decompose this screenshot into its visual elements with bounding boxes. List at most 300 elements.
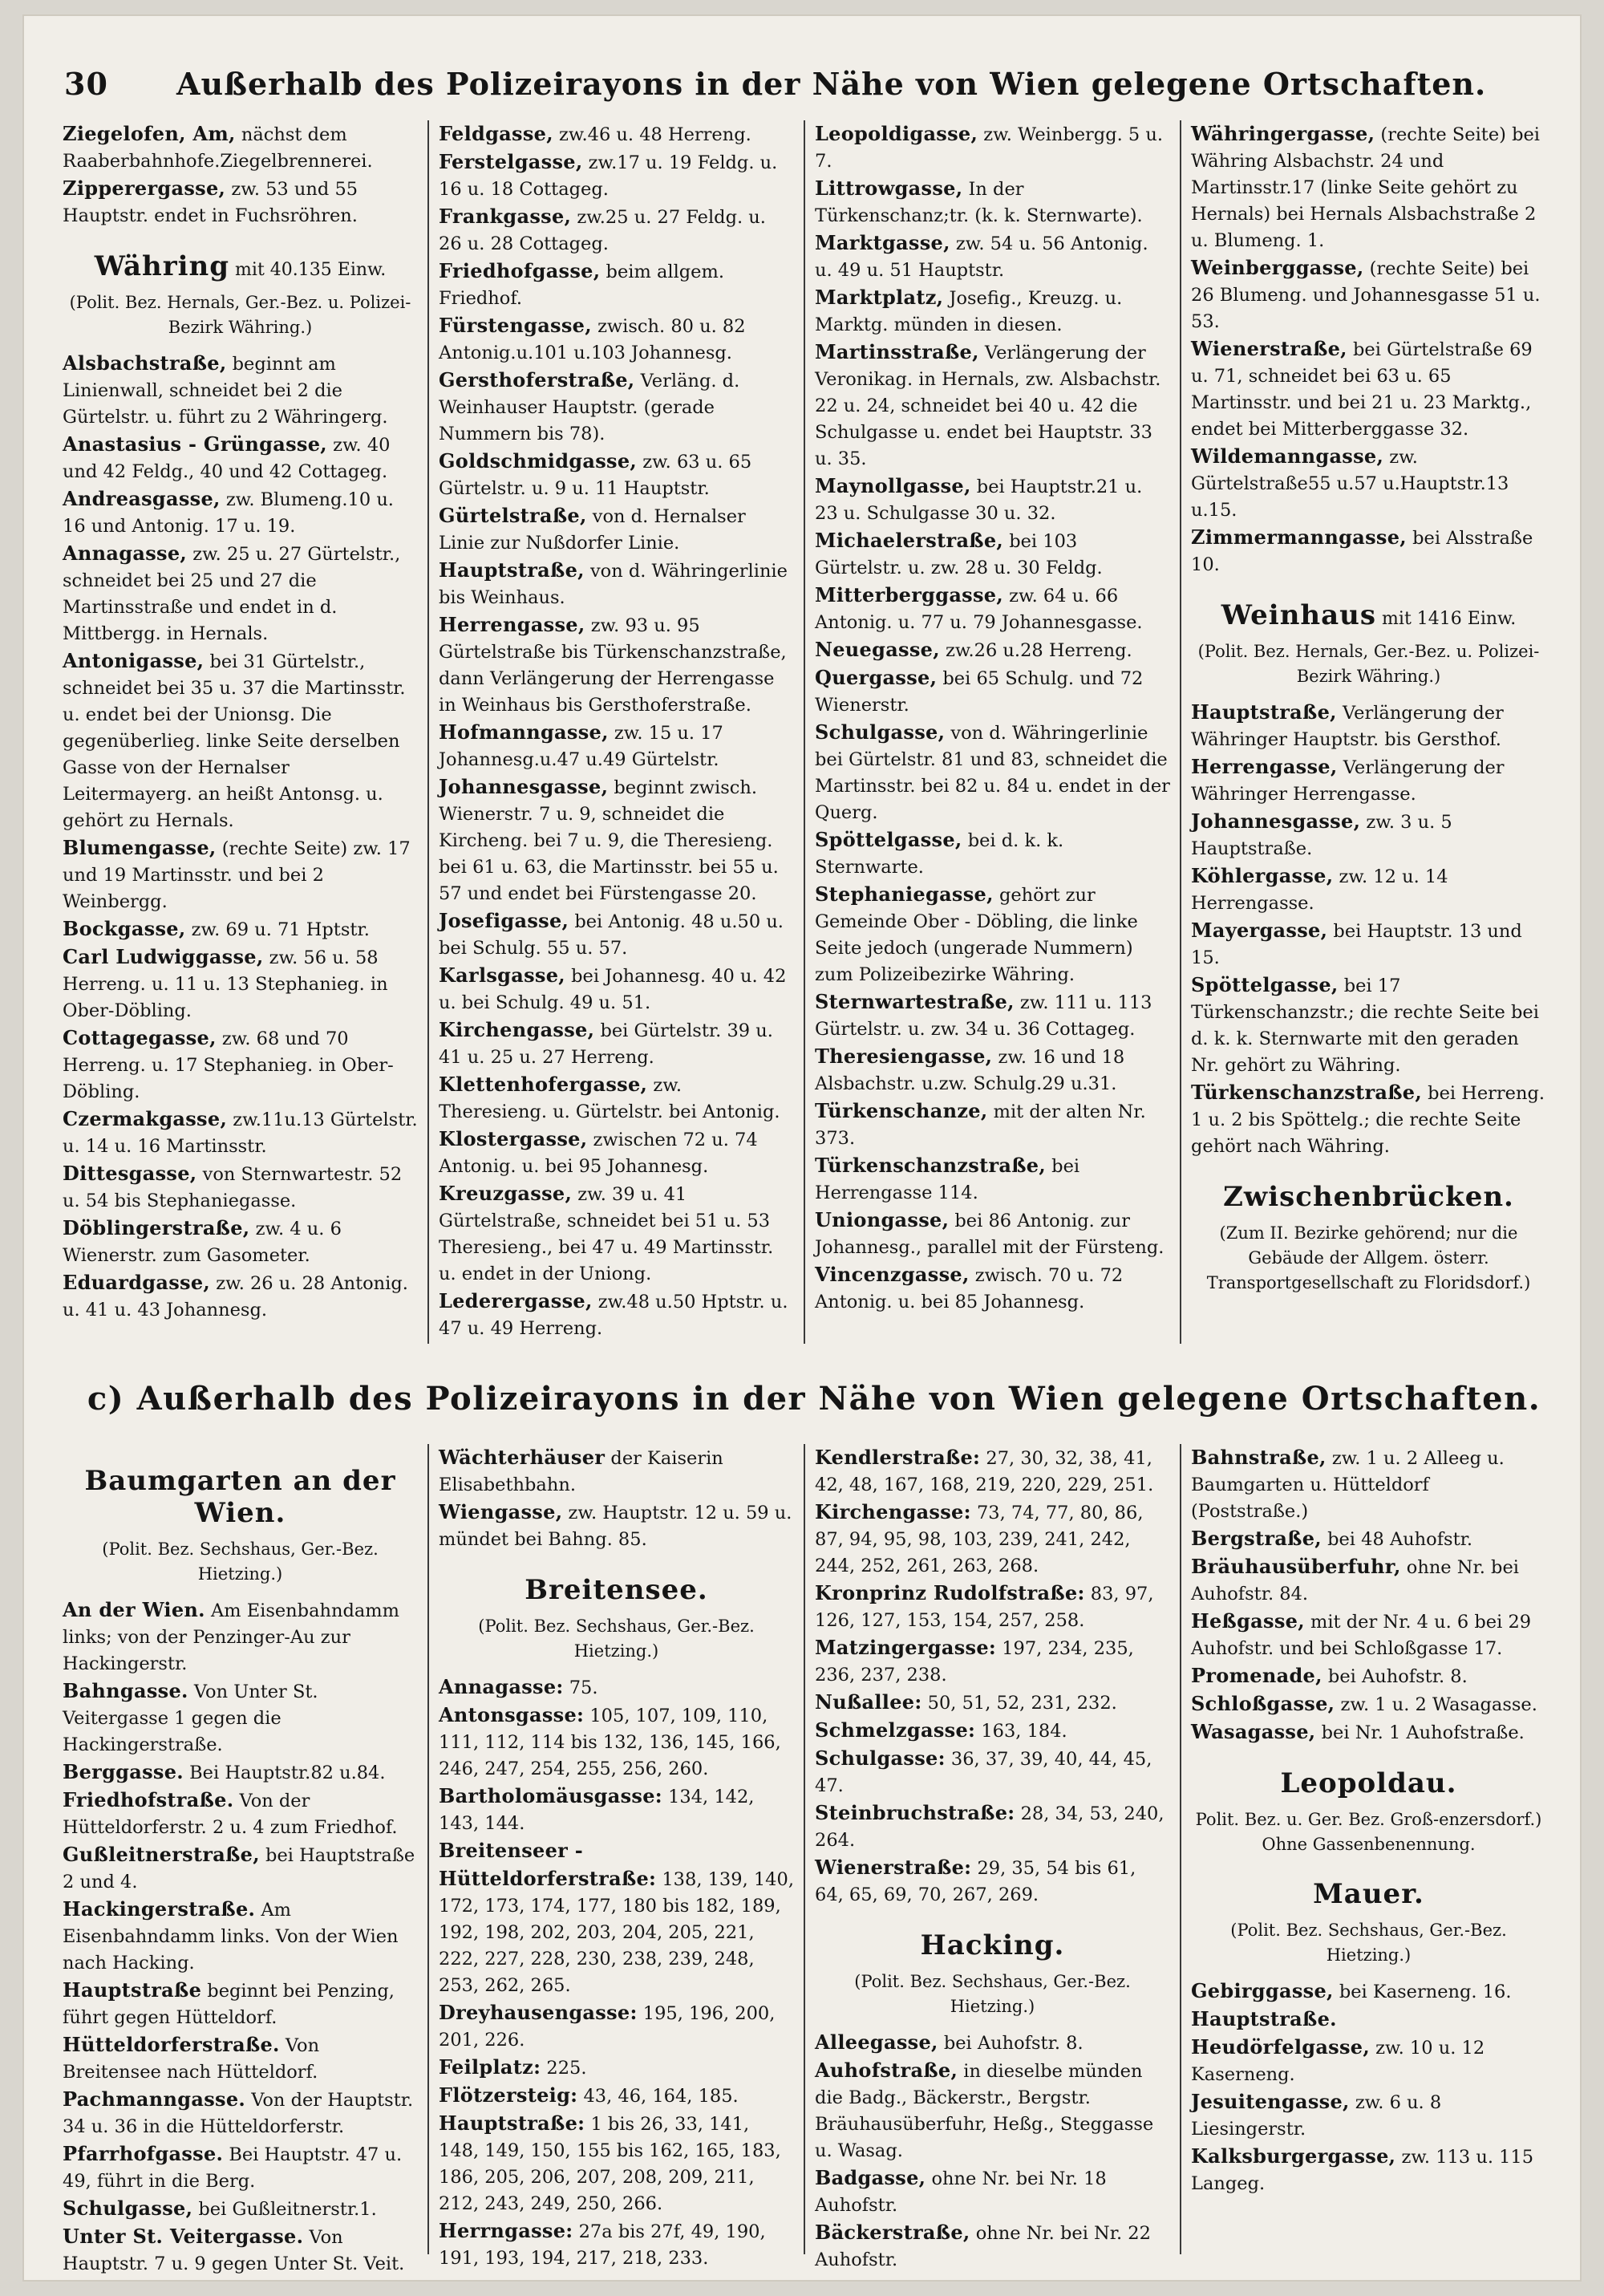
street-location: Von Breitensee nach Hütteldorf. bbox=[63, 2035, 320, 2083]
street-name: Ziegelofen, Am, bbox=[63, 122, 236, 145]
street-entry bbox=[439, 1288, 794, 1342]
street-name: Hauptstraße, bbox=[1191, 700, 1337, 724]
street-name: Johannesgasse, bbox=[1191, 809, 1361, 833]
street-entry bbox=[63, 485, 418, 540]
street-location: von Sternwartestr. 52 u. 54 bis Stephaniegasse. bbox=[63, 1164, 403, 1211]
street-name: Hütteldorferstraße. bbox=[63, 2033, 280, 2056]
street-location: In der Türkenschanz;tr. (k. k. Sternwarte). bbox=[815, 179, 1143, 226]
street-entry bbox=[1191, 1525, 1546, 1553]
street-entry bbox=[1191, 1718, 1546, 1746]
street-entry bbox=[439, 258, 794, 312]
street-entry bbox=[63, 647, 418, 834]
street-name: Türkenschanzstraße, bbox=[815, 1154, 1047, 1177]
street-entry bbox=[439, 1180, 794, 1288]
street-location: beim allgem. Friedhof. bbox=[439, 262, 724, 309]
street-location: bei Herrengasse 114. bbox=[815, 1156, 1080, 1203]
street-location: in dieselbe münden die Badg., Bäckerstr., Bergstr. Bräuhausüberfuhr, Heßg., Steggasse u. Wasag. bbox=[815, 2061, 1154, 2161]
street-location: 50, 51, 52, 231, 232. bbox=[921, 1693, 1117, 1714]
street-name: Kalksburgergasse, bbox=[1191, 2144, 1396, 2168]
street-entry bbox=[439, 1673, 794, 1702]
street-entry bbox=[439, 203, 794, 258]
street-location: bei Hauptstr.21 u. 23 u. Schulgasse 30 u. 32. bbox=[815, 477, 1143, 524]
street-location: zw.11u.13 Gürtelstr. u. 14 u. 16 Martinsstr. bbox=[63, 1109, 418, 1157]
street-name: Gußleitnerstraße, bbox=[63, 1843, 260, 1866]
street-entry bbox=[1191, 1553, 1546, 1608]
street-location: 1 bis 26, 33, 141, 148, 149, 150, 155 bis 162, 165, 183, 186, 205, 206, 207, 208, 209, 211, 212, 243, 249, 250, 266. bbox=[439, 2114, 781, 2214]
street-location: zw. 113 u. 115 Langeg. bbox=[1191, 2147, 1534, 2194]
street-entry bbox=[1191, 1690, 1546, 1718]
street-location: zw. 63 u. 65 Gürtelstr. u. 9 u. 11 Hauptstr. bbox=[439, 452, 752, 499]
street-location: Verlängerung der Veronikag. in Hernals, zw. Alsbachstr. 22 u. 24, schneidet bei 40 u. 42 die Schulgasse u. endet bei Hauptstr. 33 u. 35. bbox=[815, 343, 1161, 469]
street-location: zw. 111 u. 113 Gürtelstr. u. zw. 34 u. 36 Cottageg. bbox=[815, 992, 1152, 1040]
street-name: Pfarrhofgasse. bbox=[63, 2142, 224, 2165]
street-location: bei 65 Schulg. und 72 Wienerstr. bbox=[815, 668, 1144, 716]
street-entry bbox=[815, 1207, 1170, 1261]
street-entry bbox=[63, 350, 418, 431]
street-location: bei 103 Gürtelstr. u. zw. 28 u. 30 Feldg. bbox=[815, 531, 1103, 578]
street-entry bbox=[63, 1787, 418, 1841]
street-name: Promenade, bbox=[1191, 1664, 1322, 1687]
street-entry bbox=[439, 1499, 794, 1553]
street-name: Heudörfelgasse, bbox=[1191, 2035, 1371, 2059]
street-name: Alsbachstraße, bbox=[63, 351, 227, 375]
street-name: Sternwartestraße, bbox=[815, 990, 1015, 1013]
street-entry bbox=[815, 1799, 1170, 1854]
street-name: Herrengasse, bbox=[439, 613, 585, 636]
street-name: Wienerstraße: bbox=[815, 1856, 972, 1879]
street-name: Matzingergasse: bbox=[815, 1636, 997, 1659]
street-entry bbox=[1191, 699, 1546, 753]
street-location: zw.46 u. 48 Herreng. bbox=[553, 124, 751, 145]
street-name: Wiengasse, bbox=[439, 1500, 563, 1523]
street-entry bbox=[815, 1745, 1170, 1799]
street-location: Verläng. d. Weinhauser Hauptstr. (gerade Nummern bis 78). bbox=[439, 371, 740, 444]
street-entry bbox=[63, 175, 418, 229]
street-entry bbox=[439, 611, 794, 719]
street-name: Mitterberggasse, bbox=[815, 583, 1004, 606]
street-location: zwisch. 80 u. 82 Antonig.u.101 u.103 Johannesg. bbox=[439, 316, 746, 363]
street-entry bbox=[815, 1854, 1170, 1909]
street-location: 134, 142, 143, 144. bbox=[439, 1787, 755, 1834]
street-name: Antonsgasse: bbox=[439, 1703, 585, 1726]
street-name: Anastasius - Grüngasse, bbox=[63, 432, 327, 456]
page-number: 30 bbox=[64, 66, 108, 102]
street-name: Weinberggasse, bbox=[1191, 256, 1364, 279]
bottom-column-2 bbox=[427, 1444, 804, 2269]
street-entry bbox=[439, 1126, 794, 1180]
street-name: Czermakgasse, bbox=[63, 1107, 228, 1130]
street-location: 29, 35, 54 bis 61, 64, 65, 69, 70, 267, 269. bbox=[815, 1858, 1136, 1905]
street-location: 105, 107, 109, 110, 111, 112, 114 bis 132, 136, 145, 166, 246, 247, 254, 255, 256, 260. bbox=[439, 1706, 781, 1779]
street-entry bbox=[815, 719, 1170, 826]
street-entry bbox=[815, 1152, 1170, 1207]
street-location: zw. Theresieng. u. Gürtelstr. bei Antonig. bbox=[439, 1075, 780, 1122]
street-location: 83, 97, 126, 127, 153, 154, 257, 258. bbox=[815, 1584, 1154, 1631]
street-name: Köhlergasse, bbox=[1191, 864, 1334, 887]
street-name: Bergstraße, bbox=[1191, 1527, 1322, 1550]
street-entry bbox=[439, 962, 794, 1016]
street-location: zw. 39 u. 41 Gürtelstraße, schneidet bei 51 u. 53 Theresieng., bei 47 u. 49 Martinsstr. u. endet in der Uniong. bbox=[439, 1184, 774, 1284]
street-entry bbox=[439, 1837, 794, 1999]
street-name: Kirchengasse: bbox=[815, 1500, 971, 1523]
street-name: Bockgasse, bbox=[63, 917, 186, 940]
street-location: zw.26 u.28 Herreng. bbox=[939, 640, 1132, 661]
street-location: beginnt bei Penzing, führt gegen Hütteldorf. bbox=[63, 1981, 395, 2028]
street-location: nächst dem Raaberbahnhofe.Ziegelbrennerei. bbox=[63, 124, 373, 172]
street-name: Gersthoferstraße, bbox=[439, 368, 635, 391]
street-location: zw. 54 u. 56 Antonig. u. 49 u. 51 Hauptstr. bbox=[815, 233, 1148, 281]
street-name: Johannesgasse, bbox=[439, 775, 609, 798]
street-location: zwischen 72 u. 74 Antonig. u. bei 95 Johannesg. bbox=[439, 1130, 758, 1177]
street-location: bei Auhofstr. 8. bbox=[938, 2033, 1084, 2054]
street-name: Bartholomäusgasse: bbox=[439, 1784, 662, 1807]
street-name: Theresiengasse, bbox=[815, 1045, 993, 1068]
street-name: Klettenhofergasse, bbox=[439, 1073, 648, 1096]
street-name: Flötzersteig: bbox=[439, 2083, 578, 2107]
section-subheading: c) Außerhalb des Polizeirayons in der Nähe von Wien gelegene Ortschaften. bbox=[87, 1380, 1541, 1418]
street-name: Feilplatz: bbox=[439, 2055, 541, 2079]
street-entry bbox=[1191, 753, 1546, 808]
place-section bbox=[1191, 599, 1546, 631]
street-location: Von der Hauptstr. 34 u. 36 in die Hütteldorferstr. bbox=[63, 2090, 414, 2137]
street-entry bbox=[439, 2110, 794, 2217]
street-location: Am Eisenbahndamm links. Von der Wien nach Hacking. bbox=[63, 1900, 399, 1974]
street-entry bbox=[815, 2029, 1170, 2057]
place-name: Währing bbox=[94, 250, 230, 282]
street-entry bbox=[63, 1759, 418, 1787]
street-name: Schulgasse: bbox=[815, 1746, 946, 1770]
place-section bbox=[1191, 1878, 1546, 1910]
running-header bbox=[64, 66, 1548, 106]
street-name: Friedhofgasse, bbox=[439, 259, 601, 282]
street-location: 36, 37, 39, 40, 44, 45, 47. bbox=[815, 1749, 1152, 1796]
street-entry bbox=[439, 2054, 794, 2082]
street-name: Uniongasse, bbox=[815, 1208, 950, 1231]
street-entry bbox=[63, 2195, 418, 2223]
street-entry bbox=[63, 943, 418, 1024]
street-location: 195, 196, 200, 201, 226. bbox=[439, 2003, 776, 2051]
street-name: Wienerstraße, bbox=[1191, 337, 1347, 360]
street-location: zw. 1 u. 2 Alleeg u. Baumgarten u. Hütteldorf (Poststraße.) bbox=[1191, 1448, 1505, 1522]
street-entry bbox=[1191, 2006, 1546, 2034]
street-name: Karlsgasse, bbox=[439, 963, 565, 987]
street-name: Josefigasse, bbox=[439, 909, 569, 932]
place-section bbox=[63, 1465, 418, 1529]
street-location: zw. Blumeng.10 u. 16 und Antonig. 17 u. 19. bbox=[63, 489, 394, 537]
street-name: Kreuzgasse, bbox=[439, 1182, 573, 1205]
street-entry bbox=[815, 1499, 1170, 1580]
street-name: Berggasse. bbox=[63, 1760, 184, 1783]
street-entry bbox=[63, 2086, 418, 2140]
street-location: bei 31 Gürtelstr., schneidet bei 35 u. 37 die Martinsstr. u. endet bei der Unionsg. Die gegenüberlieg. linke Seite derselben Gasse von der Hernalser Leitermayerg. an heißt Antonsg. u. gehört zu Hernals. bbox=[63, 651, 406, 831]
street-name: Quergasse, bbox=[815, 666, 938, 689]
bottom-column-3 bbox=[804, 1444, 1180, 2270]
street-entry bbox=[815, 582, 1170, 636]
street-location: 43, 46, 164, 185. bbox=[577, 2086, 739, 2107]
street-location: zw. 25 u. 27 Gürtelstr., schneidet bei 25 und 27 die Martinsstraße und endet in d. Mittbergg. in Hernals. bbox=[63, 544, 401, 644]
street-location: bei Antonig. 48 u.50 u. bei Schulg. 55 u. 57. bbox=[439, 911, 784, 959]
street-location: zw. 56 u. 58 Herreng. u. 11 u. 13 Stephanieg. in Ober-Döbling. bbox=[63, 947, 388, 1021]
street-name: Kirchengasse, bbox=[439, 1018, 595, 1041]
street-entry bbox=[1191, 1444, 1546, 1525]
street-name: Gebirggasse, bbox=[1191, 1979, 1334, 2002]
street-entry bbox=[63, 1841, 418, 1896]
street-name: Hauptstraße bbox=[63, 1978, 202, 2002]
street-name: Vincenzgasse, bbox=[815, 1263, 970, 1286]
street-name: Feldgasse, bbox=[439, 122, 553, 145]
street-location: (rechte Seite) bei Währing Alsbachstr. 24 und Martinsstr.17 (linke Seite gehört zu Hernals) bei Hernals Alsbachstraße 2 u. Blumeng. 1. bbox=[1191, 124, 1540, 251]
street-entry bbox=[439, 907, 794, 962]
street-name: Unter St. Veitergasse. bbox=[63, 2225, 304, 2248]
street-name: Wächterhäuser bbox=[439, 1446, 606, 1469]
street-name: Bräuhausüberfuhr, bbox=[1191, 1555, 1401, 1578]
street-location: zw. 10 u. 12 Kaserneng. bbox=[1191, 2038, 1485, 2085]
street-location: beginnt am Linienwall, schneidet bei 2 die Gürtelstr. u. führt zu 2 Währingerg. bbox=[63, 354, 388, 428]
place-section bbox=[1191, 1181, 1546, 1213]
street-entry bbox=[63, 2140, 418, 2195]
street-name: Kendlerstraße: bbox=[815, 1446, 981, 1469]
street-location: ohne Nr. bei Nr. 22 Auhofstr. bbox=[815, 2223, 1151, 2270]
street-name: Marktgasse, bbox=[815, 231, 950, 254]
street-location: zw. 53 und 55 Hauptstr. endet in Fuchsröhren. bbox=[63, 179, 358, 226]
street-name: Schulgasse, bbox=[815, 720, 946, 744]
street-entry bbox=[63, 1269, 418, 1324]
street-entry bbox=[815, 1097, 1170, 1152]
column-1 bbox=[63, 120, 427, 1344]
street-entry bbox=[1191, 120, 1546, 254]
street-name: Dittesgasse, bbox=[63, 1162, 197, 1185]
street-location: zw. Hauptstr. 12 u. 59 u. mündet bei Bahng. 85. bbox=[439, 1503, 792, 1550]
street-name: Döblingerstraße, bbox=[63, 1216, 250, 1239]
street-name: Antonigasse, bbox=[63, 649, 205, 672]
street-location: bei Gußleitnerstr.1. bbox=[192, 2199, 377, 2220]
street-entry bbox=[439, 120, 794, 148]
street-entry bbox=[63, 2031, 418, 2086]
street-name: Breitenseer - Hütteldorferstraße: bbox=[439, 1839, 657, 1890]
street-location: bei Kaserneng. 16. bbox=[1333, 1982, 1512, 2002]
street-location: bei Herreng. 1 u. 2 bis Spöttelg.; die rechte Seite gehört nach Währing. bbox=[1191, 1083, 1545, 1157]
street-location: bei Auhofstr. 8. bbox=[1322, 1666, 1468, 1687]
street-name: Schulgasse, bbox=[63, 2197, 193, 2220]
street-location: mit der alten Nr. 373. bbox=[815, 1101, 1146, 1149]
bottom-column-1 bbox=[63, 1444, 427, 2274]
place-name: Hacking. bbox=[920, 1929, 1065, 1961]
street-entry bbox=[1191, 1079, 1546, 1160]
street-entry bbox=[63, 1596, 418, 1677]
district-note: (Polit. Bez. Sechshaus, Ger.-Bez. Hietzing.) bbox=[478, 1617, 755, 1661]
street-location: zw. 64 u. 66 Antonig. u. 77 u. 79 Johannesgasse. bbox=[815, 586, 1143, 633]
street-name: Steinbruchstraße: bbox=[815, 1801, 1015, 1824]
district-note: (Polit. Bez. Sechshaus, Ger.-Bez. Hietzing.) bbox=[102, 1539, 379, 1584]
street-name: Schmelzgasse: bbox=[815, 1718, 976, 1742]
street-name: Hauptstraße. bbox=[1191, 2007, 1337, 2030]
street-entry bbox=[439, 773, 794, 907]
district-note: (Polit. Bez. Sechshaus, Ger.-Bez. Hietzing.) bbox=[1230, 1921, 1507, 1965]
top-columns bbox=[63, 120, 1556, 1344]
street-entry bbox=[815, 636, 1170, 664]
street-name: Klostergasse, bbox=[439, 1127, 588, 1150]
street-location: (rechte Seite) bei 26 Blumeng. und Johannesgasse 51 u. 53. bbox=[1191, 258, 1541, 332]
street-entry bbox=[439, 367, 794, 448]
street-name: Wildemanngasse, bbox=[1191, 444, 1384, 468]
street-location: 75. bbox=[563, 1677, 598, 1698]
street-location: bei Gürtelstr. 39 u. 41 u. 25 u. 27 Herreng. bbox=[439, 1020, 773, 1068]
street-entry bbox=[63, 2223, 418, 2278]
street-entry bbox=[1191, 1978, 1546, 2006]
street-location: zw. 12 u. 14 Herrengasse. bbox=[1191, 866, 1448, 914]
street-name: Währingergasse, bbox=[1191, 122, 1375, 145]
street-location: zw. 68 und 70 Herreng. u. 17 Stephanieg. in Ober-Döbling. bbox=[63, 1028, 394, 1102]
street-name: Hackingerstraße. bbox=[63, 1897, 256, 1921]
street-entry bbox=[439, 1071, 794, 1126]
street-location: zw. 26 u. 28 Antonig. u. 41 u. 43 Johannesg. bbox=[63, 1273, 408, 1320]
street-location: Verlängerung der Währinger Herrengasse. bbox=[1191, 757, 1505, 805]
street-location: bei Gürtelstraße 69 u. 71, schneidet bei 63 u. 65 Martinsstr. und bei 21 u. 23 Marktg., endet bei Mitterberggasse 32. bbox=[1191, 339, 1533, 440]
street-entry bbox=[1191, 2143, 1546, 2197]
street-name: Martinsstraße, bbox=[815, 340, 979, 363]
street-name: Auhofstraße, bbox=[815, 2059, 958, 2082]
district-note: (Polit. Bez. Sechshaus, Ger.-Bez. Hietzing.) bbox=[854, 1972, 1131, 2016]
street-location: zw. 15 u. 17 Johannesg.u.47 u.49 Gürtelstr. bbox=[439, 723, 723, 770]
street-location: von d. Währingerlinie bei Gürtelstr. 81 und 83, schneidet die Martinsstr. bei 82 u. 84 u. endet in der Querg. bbox=[815, 723, 1170, 823]
street-entry bbox=[63, 120, 418, 175]
street-entry bbox=[815, 1580, 1170, 1634]
street-entry bbox=[63, 1977, 418, 2031]
place-section bbox=[439, 1574, 794, 1606]
street-name: Türkenschanze, bbox=[815, 1099, 988, 1122]
street-entry bbox=[1191, 808, 1546, 862]
street-name: Maynollgasse, bbox=[815, 474, 971, 497]
street-name: An der Wien. bbox=[63, 1598, 205, 1621]
street-name: Badgasse, bbox=[815, 2166, 926, 2189]
street-name: Annagasse, bbox=[63, 542, 188, 565]
street-entry bbox=[815, 473, 1170, 527]
street-location: zw. 3 u. 5 Hauptstraße. bbox=[1191, 812, 1452, 859]
street-name: Andreasgasse, bbox=[63, 487, 221, 510]
street-entry bbox=[815, 1043, 1170, 1097]
street-name: Eduardgasse, bbox=[63, 1271, 211, 1294]
street-entry bbox=[439, 557, 794, 611]
street-entry bbox=[1191, 2034, 1546, 2088]
page bbox=[24, 16, 1580, 2280]
street-entry bbox=[1191, 917, 1546, 972]
street-location: von d. Währingerlinie bis Weinhaus. bbox=[439, 561, 788, 608]
street-entry bbox=[439, 448, 794, 502]
street-name: Goldschmidgasse, bbox=[439, 449, 638, 473]
street-entry bbox=[439, 502, 794, 557]
street-location: mit der Nr. 4 u. 6 bei 29 Auhofstr. und bei Schloßgasse 17. bbox=[1191, 1612, 1532, 1659]
place-name: Leopoldau. bbox=[1280, 1767, 1457, 1799]
street-entry bbox=[815, 229, 1170, 284]
street-entry bbox=[63, 1160, 418, 1215]
street-entry bbox=[1191, 972, 1546, 1079]
street-entry bbox=[1191, 862, 1546, 917]
street-location: bei Hauptstraße 2 und 4. bbox=[63, 1845, 415, 1892]
street-entry bbox=[1191, 1608, 1546, 1662]
district-note: (Polit. Bez. Hernals, Ger.-Bez. u. Polizei-Bezirk Währing.) bbox=[69, 293, 411, 337]
street-location: zw. 4 u. 6 Wienerstr. zum Gasometer. bbox=[63, 1219, 342, 1266]
street-location: zw. 6 u. 8 Liesingerstr. bbox=[1191, 2092, 1442, 2140]
street-location: bei 86 Antonig. zur Johannesg., parallel mit der Fürsteng. bbox=[815, 1211, 1165, 1258]
street-entry bbox=[63, 834, 418, 915]
street-entry bbox=[439, 312, 794, 367]
street-name: Zimmermanngasse, bbox=[1191, 525, 1407, 549]
street-name: Nußallee: bbox=[815, 1690, 922, 1714]
street-location: bei Nr. 1 Auhofstraße. bbox=[1315, 1722, 1525, 1743]
place-name: Zwischenbrücken. bbox=[1223, 1181, 1514, 1213]
street-name: Hauptstraße, bbox=[439, 558, 585, 582]
street-entry bbox=[63, 1105, 418, 1160]
street-location: zwisch. 70 u. 72 Antonig. u. bei 85 Johannesg. bbox=[815, 1265, 1124, 1312]
page-title: Außerhalb des Polizeirayons in der Nähe von Wien gelegene Ortschaften. bbox=[176, 66, 1487, 102]
street-name: Bahngasse. bbox=[63, 1679, 188, 1702]
street-location: bei 48 Auhofstr. bbox=[1321, 1529, 1473, 1550]
street-location: zw. Weinbergg. 5 u. 7. bbox=[815, 124, 1164, 172]
column-3 bbox=[804, 120, 1180, 1344]
street-location: Von Unter St. Veitergasse 1 gegen die Hackingerstraße. bbox=[63, 1681, 318, 1755]
street-name: Fürstengasse, bbox=[439, 314, 592, 337]
street-location: ohne Nr. bei Auhofstr. 84. bbox=[1191, 1557, 1519, 1604]
street-location: Bei Hauptstr. 47 u. 49, führt in die Berg. bbox=[63, 2144, 403, 2192]
street-location: zw.48 u.50 Hptstr. u. 47 u. 49 Herreng. bbox=[439, 1292, 788, 1339]
street-entry bbox=[63, 1677, 418, 1759]
district-note: (Zum II. Bezirke gehörend; nur die Gebäude der Allgem. österr. Transportgesellschaft zu Floridsdorf.) bbox=[1206, 1223, 1531, 1292]
district-note: Polit. Bez. u. Ger. Bez. Groß-enzersdorf.) Ohne Gassenbenennung. bbox=[1195, 1810, 1542, 1854]
street-entry bbox=[439, 2082, 794, 2110]
street-entry bbox=[815, 1717, 1170, 1745]
street-entry bbox=[815, 988, 1170, 1043]
street-location: ohne Nr. bei Nr. 18 Auhofstr. bbox=[815, 2168, 1107, 2216]
street-entry bbox=[1191, 335, 1546, 443]
street-entry bbox=[439, 1702, 794, 1783]
street-location: 28, 34, 53, 240, 264. bbox=[815, 1803, 1165, 1851]
street-name: Jesuitengasse, bbox=[1191, 2090, 1350, 2113]
street-location: zw. 69 u. 71 Hptstr. bbox=[185, 919, 370, 940]
street-name: Marktplatz, bbox=[815, 286, 944, 309]
street-entry bbox=[63, 1024, 418, 1105]
street-name: Neuegasse, bbox=[815, 638, 940, 661]
street-location: zw.25 u. 27 Feldg. u. 26 u. 28 Cottageg. bbox=[439, 207, 766, 254]
street-entry bbox=[1191, 2088, 1546, 2143]
street-entry bbox=[439, 1444, 794, 1499]
street-name: Hofmanngasse, bbox=[439, 720, 609, 744]
street-name: Wasagasse, bbox=[1191, 1720, 1316, 1743]
street-entry bbox=[439, 1016, 794, 1071]
street-entry bbox=[63, 431, 418, 485]
place-name: Baumgarten an der Wien. bbox=[84, 1465, 396, 1529]
population-count: mit 1416 Einw. bbox=[1376, 609, 1517, 629]
street-name: Carl Ludwiggasse, bbox=[63, 945, 264, 968]
street-location: 138, 139, 140, 172, 173, 174, 177, 180 bis 182, 189, 192, 198, 202, 203, 204, 205, 221, 222, 227, 228, 230, 238, 239, 248, 253, 262, 265. bbox=[439, 1869, 794, 1996]
street-name: Mayergasse, bbox=[1191, 919, 1328, 942]
street-name: Cottagegasse, bbox=[63, 1026, 217, 1049]
street-entry bbox=[439, 1783, 794, 1837]
street-name: Littrowgasse, bbox=[815, 176, 963, 200]
street-entry bbox=[439, 719, 794, 773]
street-name: Bahnstraße, bbox=[1191, 1446, 1327, 1469]
street-entry bbox=[439, 1999, 794, 2054]
street-location: zw.17 u. 19 Feldg. u. 16 u. 18 Cottageg. bbox=[439, 152, 778, 200]
street-entry bbox=[815, 339, 1170, 473]
street-location: bei d. k. k. Sternwarte. bbox=[815, 830, 1064, 878]
street-location: gehört zur Gemeinde Ober - Döbling, die linke Seite jedoch (ungerade Nummern) zum Polizeibezirke Währing. bbox=[815, 885, 1138, 985]
street-name: Blumengasse, bbox=[63, 836, 217, 859]
street-name: Bäckerstraße, bbox=[815, 2221, 970, 2244]
street-entry bbox=[63, 540, 418, 647]
street-entry bbox=[815, 2164, 1170, 2219]
column-4 bbox=[1180, 120, 1556, 1344]
street-name: Gürtelstraße, bbox=[439, 504, 587, 527]
